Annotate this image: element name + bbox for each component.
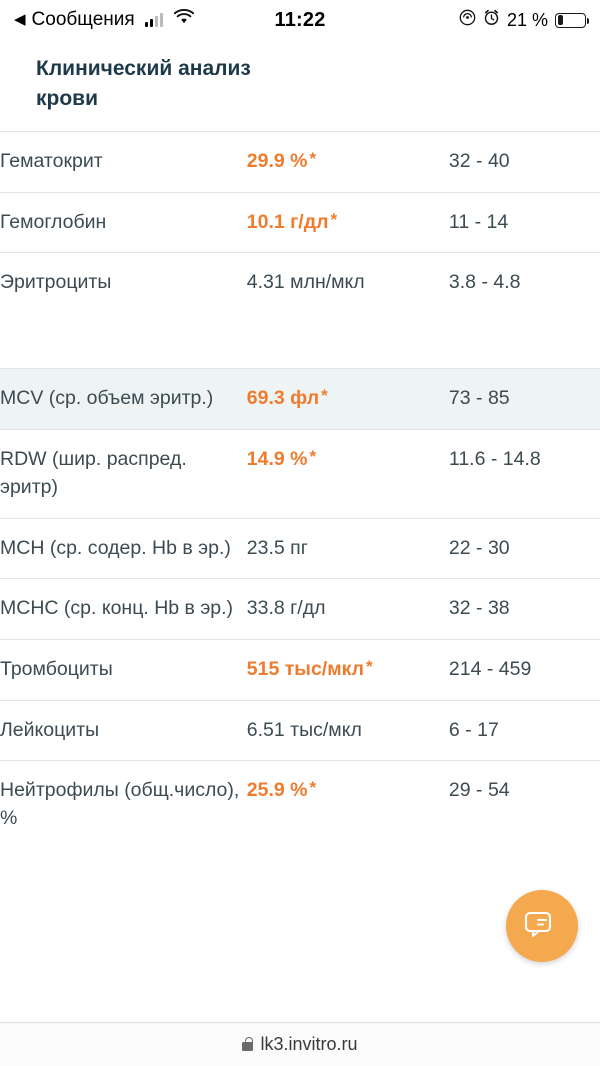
status-bar-right xyxy=(300,9,586,32)
reference-range: 11 - 14 xyxy=(449,192,600,253)
alarm-icon xyxy=(483,9,500,32)
spacer-cell xyxy=(0,313,600,369)
analyte-value: 25.9 % * xyxy=(247,761,449,849)
analyte-value: 69.3 фл * xyxy=(247,369,449,430)
table-row-spacer xyxy=(0,313,600,369)
reference-range: 22 - 30 xyxy=(449,518,600,579)
analyte-name: MCH (ср. содер. Hb в эр.) xyxy=(0,518,247,579)
table-row[interactable] xyxy=(0,579,600,640)
battery-icon xyxy=(555,13,586,28)
table-row[interactable] xyxy=(0,430,600,518)
rotation-lock-icon xyxy=(459,9,476,32)
abnormal-marker: * xyxy=(309,778,317,798)
analyte-name: Лейкоциты xyxy=(0,700,247,761)
abnormal-marker: * xyxy=(330,209,338,229)
status-bar-clock: 11:22 xyxy=(274,8,326,31)
analyte-value: 6.51 тыс/мкл xyxy=(247,700,449,761)
status-bar-app-name[interactable]: Сообщения xyxy=(31,9,135,30)
status-bar xyxy=(0,0,600,40)
analyte-name: Эритроциты xyxy=(0,253,247,313)
cellular-signal-icon xyxy=(145,13,163,27)
analyte-name: Нейтрофилы (общ.число), % xyxy=(0,761,247,849)
reference-range: 32 - 40 xyxy=(449,131,600,192)
analyte-value: 4.31 млн/мкл xyxy=(247,253,449,313)
abnormal-marker: * xyxy=(366,656,373,676)
abnormal-marker: * xyxy=(309,447,317,467)
analyte-name: MCV (ср. объем эритр.) xyxy=(0,369,247,430)
analyte-value: 29.9 % * xyxy=(247,131,449,192)
reference-range: 3.8 - 4.8 xyxy=(449,253,600,313)
abnormal-marker: * xyxy=(321,386,328,406)
lock-icon xyxy=(242,1042,253,1051)
reference-range: 11.6 - 14.8 xyxy=(449,430,600,518)
analyte-name: MCHC (ср. конц. Hb в эр.) xyxy=(0,579,247,640)
chat-support-button[interactable] xyxy=(506,890,578,962)
analyte-value: 10.1 г/дл * xyxy=(247,192,449,253)
reference-range: 29 - 54 xyxy=(449,761,600,849)
analyte-name: Тромбоциты xyxy=(0,639,247,700)
reference-range: 214 - 459 xyxy=(449,639,600,700)
wifi-icon xyxy=(173,9,195,31)
table-row[interactable] xyxy=(0,253,600,313)
table-row[interactable] xyxy=(0,700,600,761)
browser-url-bar[interactable] xyxy=(0,1022,600,1066)
analyte-name: Гематокрит xyxy=(0,131,247,192)
status-bar-left[interactable] xyxy=(14,9,300,31)
table-row[interactable] xyxy=(0,192,600,253)
table-row[interactable] xyxy=(0,761,600,849)
table-row[interactable] xyxy=(0,639,600,700)
table-row[interactable] xyxy=(0,369,600,430)
analyte-value: 23.5 пг xyxy=(247,518,449,579)
battery-percent-label: 21 % xyxy=(506,9,548,30)
page-title: Клинический анализ крови xyxy=(36,57,251,111)
chat-bubble-icon xyxy=(524,910,560,942)
url-text[interactable]: lk3.invitro.ru xyxy=(260,1034,358,1054)
analyte-name: RDW (шир. распред. эритр) xyxy=(0,430,247,518)
analyte-value: 515 тыс/мкл * xyxy=(247,639,449,700)
analyte-name: Гемоглобин xyxy=(0,192,247,253)
back-to-app-icon[interactable]: ◀ xyxy=(14,10,26,28)
analyte-value: 14.9 % * xyxy=(247,430,449,518)
lab-results-table xyxy=(0,131,600,849)
results-content[interactable] xyxy=(0,40,600,1022)
analyte-value: 33.8 г/дл xyxy=(247,579,449,640)
reference-range: 32 - 38 xyxy=(449,579,600,640)
reference-range: 6 - 17 xyxy=(449,700,600,761)
abnormal-marker: * xyxy=(309,148,317,168)
reference-range: 73 - 85 xyxy=(449,369,600,430)
table-row[interactable] xyxy=(0,131,600,192)
table-row[interactable] xyxy=(0,518,600,579)
